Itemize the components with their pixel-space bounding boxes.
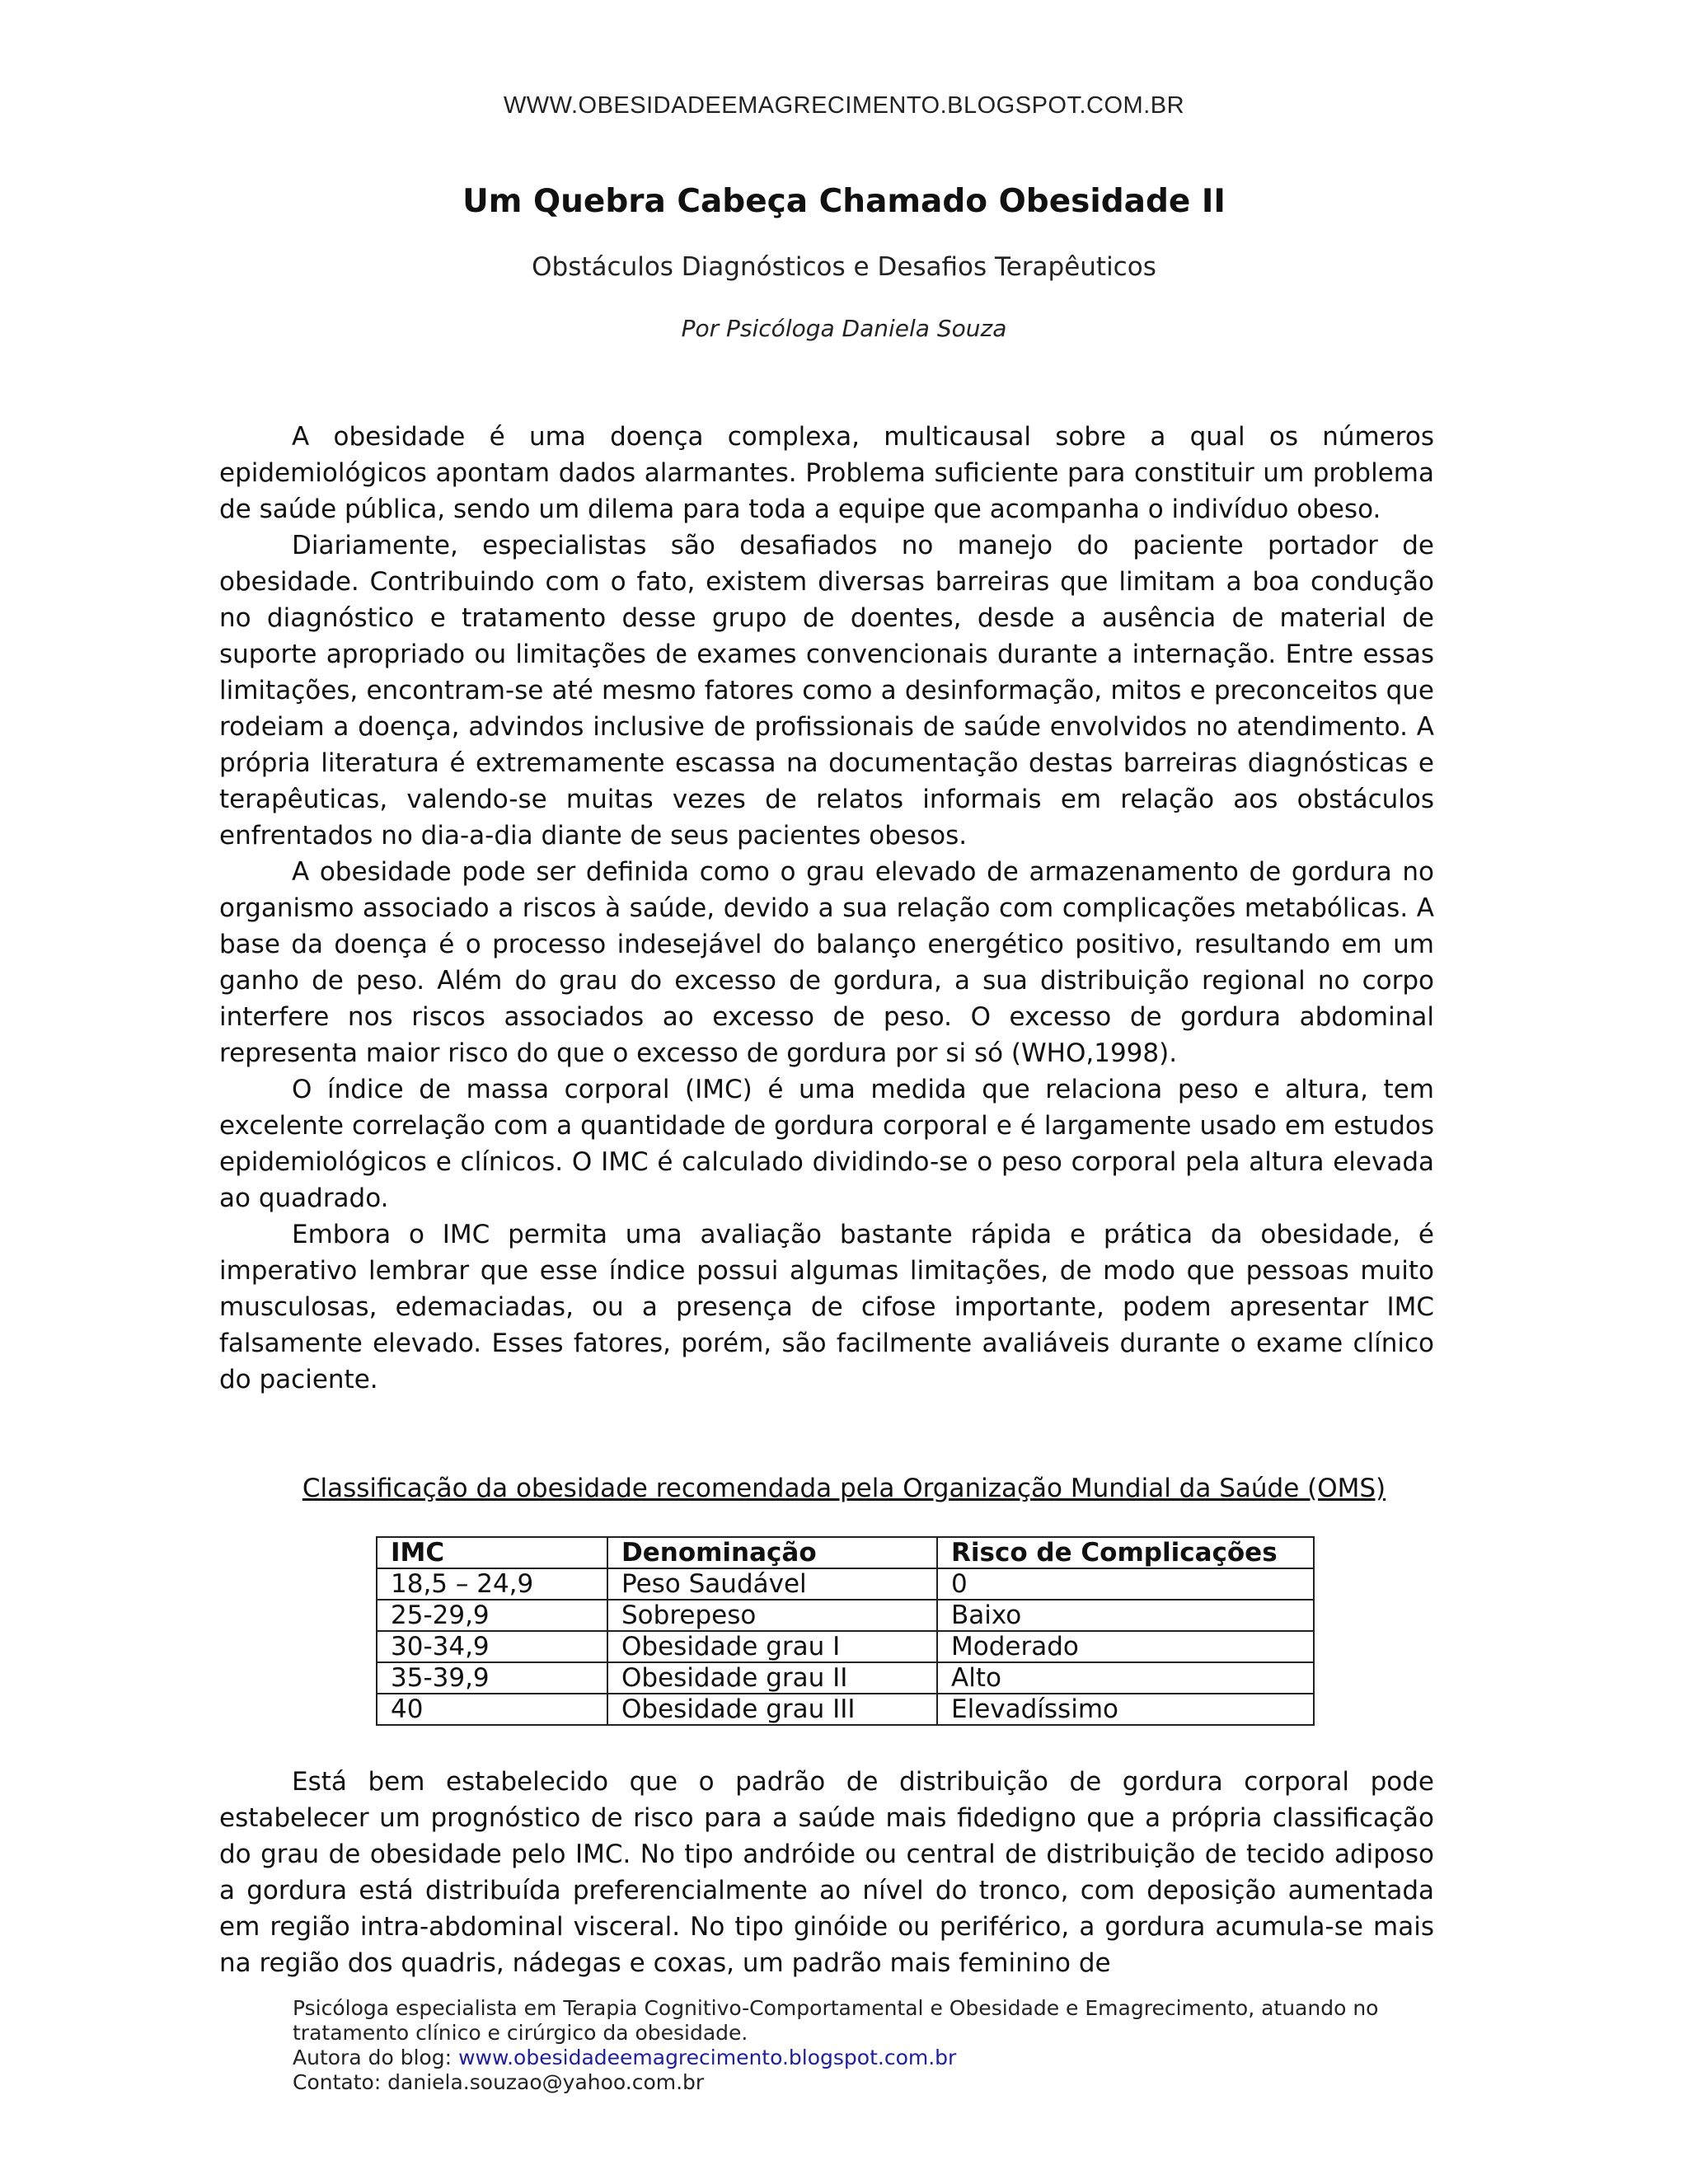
table-row <box>377 1662 1314 1694</box>
table-header-cell: Risco de Complicações <box>937 1537 1314 1568</box>
table-cell: 0 <box>937 1568 1314 1600</box>
article-byline: Por Psicóloga Daniela Souza <box>681 315 1007 342</box>
footnote-line: Psicóloga especialista em Terapia Cognitivo-Comportamental e Obesidade e Emagrecimento, atuando no <box>293 1996 1379 2020</box>
table-row <box>377 1600 1314 1631</box>
paragraph: A obesidade é uma doença complexa, multicausal sobre a qual os números epidemiológicos apontam dados alarmantes. Problema suficiente para constituir um problema de saúde pública, sendo um dilema para toda a equipe que acompanha o indivíduo obeso. <box>219 422 1434 524</box>
table-cell: 30-34,9 <box>377 1631 607 1662</box>
table-cell: Peso Saudável <box>607 1568 937 1600</box>
table-row <box>377 1631 1314 1662</box>
table-cell: 18,5 – 24,9 <box>377 1568 607 1600</box>
paragraph: Está bem estabelecido que o padrão de distribuição de gordura corporal pode estabelecer um prognóstico de risco para a saúde mais fidedigno que a própria classificação do grau de obesidade pelo IMC. No tipo andróide ou central de distribuição de tecido adiposo a gordura está distribuída preferencialmente ao nível do tronco, com deposição aumentada em região intra-abdominal visceral. No tipo ginóide ou periférico, a gordura acumula-se mais na região dos quadris, nádegas e coxas, um padrão mais feminino de <box>219 1767 1434 1978</box>
article-body-continued <box>219 1764 1434 1981</box>
footnote <box>293 1996 1447 2095</box>
header-url: WWW.OBESIDADEEMAGRECIMENTO.BLOGSPOT.COM.BR <box>503 92 1185 119</box>
table-cell: Alto <box>937 1662 1314 1694</box>
table-header-cell: IMC <box>377 1537 607 1568</box>
blog-link[interactable]: www.obesidadeemagrecimento.blogspot.com.br <box>458 2046 957 2069</box>
table-cell: Elevadíssimo <box>937 1694 1314 1725</box>
paragraph: O índice de massa corporal (IMC) é uma medida que relaciona peso e altura, tem excelente correlação com a quantidade de gordura corporal e é largamente usado em estudos epidemiológicos e clínicos. O IMC é calculado dividindo-se o peso corporal pela altura elevada ao quadrado. <box>219 1075 1434 1213</box>
table-cell: 40 <box>377 1694 607 1725</box>
footnote-blog-label: Autora do blog: <box>293 2046 459 2069</box>
table-cell: Obesidade grau II <box>607 1662 937 1694</box>
article-subtitle: Obstáculos Diagnósticos e Desafios Terapêuticos <box>532 252 1156 282</box>
table-caption: Classificação da obesidade recomendada pela Organização Mundial da Saúde (OMS) <box>302 1474 1386 1503</box>
paragraph: A obesidade pode ser definida como o grau elevado de armazenamento de gordura no organismo associado a riscos à saúde, devido a sua relação com complicações metabólicas. A base da doença é o processo indesejável do balanço energético positivo, resultando em um ganho de peso. Além do grau do excesso de gordura, a sua distribuição regional no corpo interfere nos riscos associados ao excesso de peso. O excesso de gordura abdominal representa maior risco do que o excesso de gordura por si só (WHO,1998). <box>219 857 1434 1068</box>
table-cell: Moderado <box>937 1631 1314 1662</box>
table-cell: 35-39,9 <box>377 1662 607 1694</box>
table-row <box>377 1568 1314 1600</box>
table-cell: Sobrepeso <box>607 1600 937 1631</box>
footnote-blog-line <box>293 2046 1447 2070</box>
table-row <box>377 1694 1314 1725</box>
table-cell: 25-29,9 <box>377 1600 607 1631</box>
footnote-contact: Contato: daniela.souzao@yahoo.com.br <box>293 2070 705 2094</box>
article-body <box>219 419 1434 1398</box>
paragraph: Diariamente, especialistas são desafiados no manejo do paciente portador de obesidade. Contribuindo com o fato, existem diversas barreiras que limitam a boa condução no diagnóstico e tratamento desse grupo de doentes, desde a ausência de material de suporte apropriado ou limitações de exames convencionais durante a internação. Entre essas limitações, encontram-se até mesmo fatores como a desinformação, mitos e preconceitos que rodeiam a doença, advindos inclusive de profissionais de saúde envolvidos no atendimento. A própria literatura é extremamente escassa na documentação destas barreiras diagnósticas e terapêuticas, valendo-se muitas vezes de relatos informais em relação aos obstáculos enfrentados no dia-a-dia diante de seus pacientes obesos. <box>219 531 1434 851</box>
table-cell: Baixo <box>937 1600 1314 1631</box>
footnote-line: tratamento clínico e cirúrgico da obesidade. <box>293 2021 748 2045</box>
table-cell: Obesidade grau III <box>607 1694 937 1725</box>
table-cell: Obesidade grau I <box>607 1631 937 1662</box>
table-header-row <box>377 1537 1314 1568</box>
imc-classification-table <box>376 1536 1315 1726</box>
paragraph: Embora o IMC permita uma avaliação bastante rápida e prática da obesidade, é imperativo lembrar que esse índice possui algumas limitações, de modo que pessoas muito musculosas, edemaciadas, ou a presença de cifose importante, podem apresentar IMC falsamente elevado. Esses fatores, porém, são facilmente avaliáveis durante o exame clínico do paciente. <box>219 1220 1434 1394</box>
article-title: Um Quebra Cabeça Chamado Obesidade II <box>462 183 1226 220</box>
table-header-cell: Denominação <box>607 1537 937 1568</box>
